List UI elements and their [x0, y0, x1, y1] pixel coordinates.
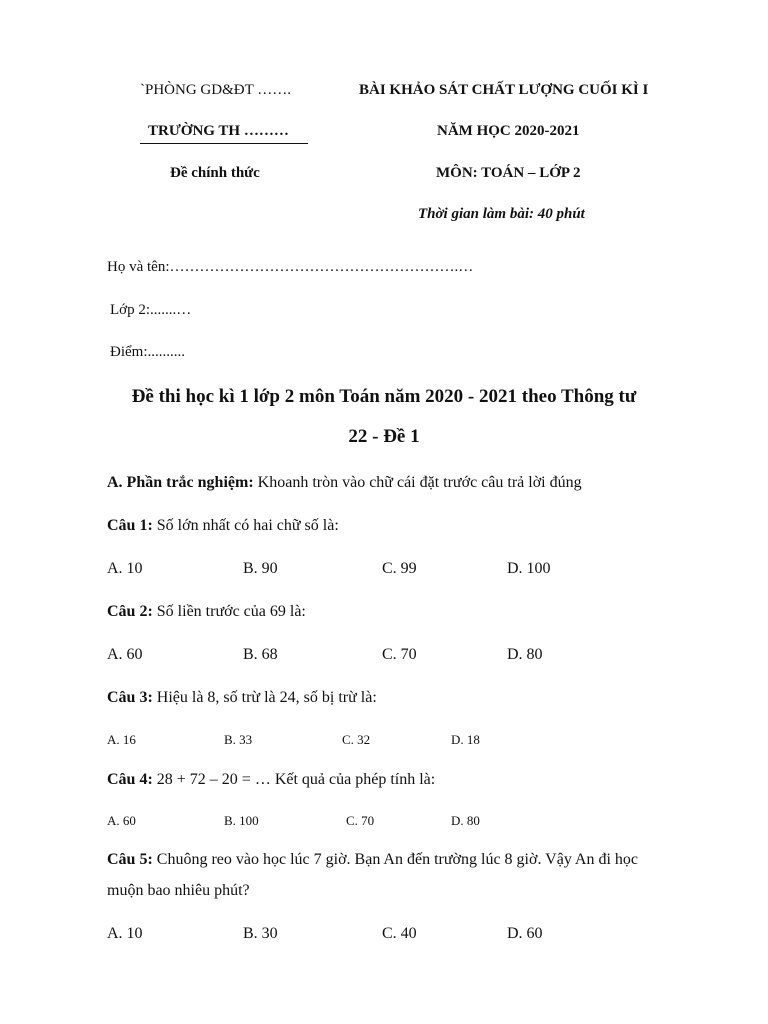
- question-4-option-a: A. 60: [107, 813, 136, 828]
- question-2-option-b: B. 68: [243, 646, 278, 663]
- question-2-option-a: A. 60: [107, 646, 143, 663]
- header-school-underline: [140, 143, 308, 144]
- question-3-option-a: A. 16: [107, 732, 136, 747]
- question-3-text: Hiệu là 8, số trừ là 24, số bị trừ là:: [152, 689, 377, 706]
- document-title-line2: 22 - Đề 1: [348, 426, 420, 447]
- question-2-option-c: C. 70: [382, 646, 417, 663]
- header-school-year: NĂM HỌC 2020-2021: [437, 123, 580, 139]
- question-4-label: Câu 4:: [107, 771, 153, 788]
- question-1-text: Số lớn nhất có hai chữ số là:: [152, 517, 339, 534]
- question-5-option-d: D. 60: [507, 925, 543, 942]
- header-subject: MÔN: TOÁN – LỚP 2: [436, 165, 581, 181]
- student-score-field: Điểm:..........: [110, 344, 185, 360]
- question-1: [107, 517, 339, 535]
- question-2-label: Câu 2:: [107, 603, 153, 620]
- header-official-label: Đề chính thức: [170, 165, 260, 181]
- question-5-text-continued: muộn bao nhiêu phút?: [107, 882, 250, 899]
- question-1-option-b: B. 90: [243, 560, 278, 577]
- question-4-text: 28 + 72 – 20 = … Kết quả của phép tính là:: [152, 771, 436, 788]
- question-5-label: Câu 5:: [107, 851, 153, 868]
- question-3-label: Câu 3:: [107, 689, 153, 706]
- question-1-label: Câu 1:: [107, 517, 153, 534]
- header-department: `PHÒNG GD&ĐT …….: [140, 82, 291, 98]
- section-a-instruction: Khoanh tròn vào chữ cái đặt trước câu trả lời đúng: [253, 474, 582, 491]
- question-1-option-a: A. 10: [107, 560, 143, 577]
- question-1-option-c: C. 99: [382, 560, 417, 577]
- header-exam-title: BÀI KHẢO SÁT CHẤT LƯỢNG CUỐI KÌ I: [359, 82, 649, 98]
- question-4: [107, 771, 435, 789]
- question-5-text: Chuông reo vào học lúc 7 giờ. Bạn An đến trường lúc 8 giờ. Vậy An đi học: [152, 851, 639, 868]
- question-3-option-b: B. 33: [224, 732, 253, 747]
- question-2: [107, 603, 306, 621]
- question-5-option-c: C. 40: [382, 925, 417, 942]
- question-3-option-d: D. 18: [451, 732, 480, 747]
- document-title-line1: Đề thi học kì 1 lớp 2 môn Toán năm 2020 - 2021 theo Thông tư: [131, 386, 637, 407]
- section-a-heading: [107, 474, 582, 492]
- question-5: [107, 851, 638, 869]
- question-4-option-c: C. 70: [346, 813, 375, 828]
- student-name-field: Họ và tên:………………………………………………….…: [107, 259, 474, 275]
- header-duration: Thời gian làm bài: 40 phút: [418, 206, 585, 222]
- section-a-label: A. Phần trắc nghiệm:: [107, 474, 254, 491]
- question-1-option-d: D. 100: [507, 560, 551, 577]
- question-4-option-b: B. 100: [224, 813, 259, 828]
- question-2-option-d: D. 80: [507, 646, 543, 663]
- question-4-option-d: D. 80: [451, 813, 480, 828]
- question-3-option-c: C. 32: [342, 732, 371, 747]
- question-2-text: Số liền trước của 69 là:: [152, 603, 306, 620]
- student-class-field: Lớp 2:.......…: [110, 302, 192, 318]
- header-school: TRƯỜNG TH ………: [148, 123, 289, 139]
- question-5-option-b: B. 30: [243, 925, 278, 942]
- question-3: [107, 689, 377, 707]
- question-5-option-a: A. 10: [107, 925, 143, 942]
